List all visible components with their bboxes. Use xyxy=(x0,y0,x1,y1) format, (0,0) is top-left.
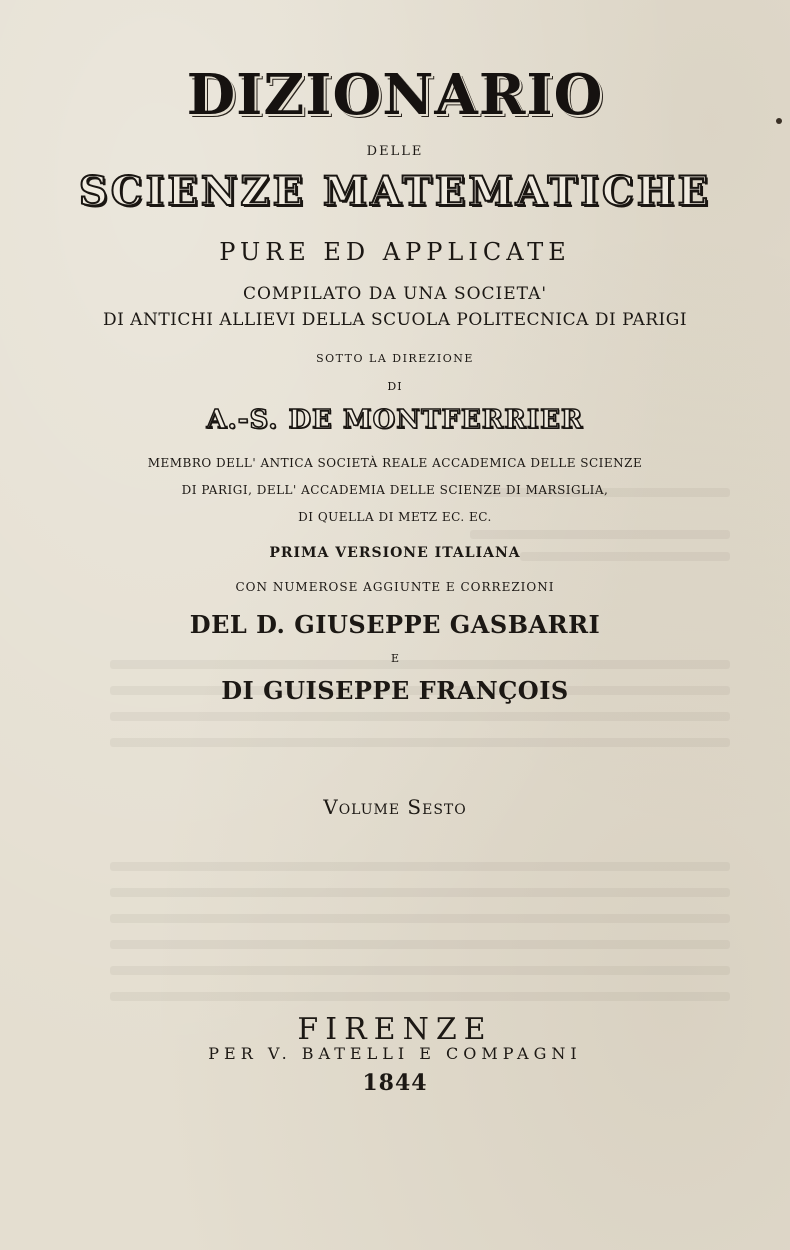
author-affiliation-line-1: MEMBRO DELL' ANTICA SOCIETÀ REALE ACCADEMICA DELLE SCIENZE xyxy=(147,456,643,470)
direction-label: SOTTO LA DIREZIONE xyxy=(316,352,474,365)
editor-name-1: DEL D. GIUSEPPE GASBARRI xyxy=(189,610,601,639)
compiled-by-line-1: COMPILATO DA UNA SOCIETA' xyxy=(242,284,548,304)
direction-connector: DI xyxy=(387,380,403,393)
editor-conjunction: E xyxy=(390,652,400,665)
imprint-city: FIRENZE xyxy=(297,1012,493,1047)
author-affiliation-line-3: DI QUELLA DI METZ EC. EC. xyxy=(298,510,492,524)
edition-label: PRIMA VERSIONE ITALIANA xyxy=(269,545,521,561)
book-subject: SCIENZE MATEMATICHE xyxy=(78,168,712,215)
author-name: A.-S. DE MONTFERRIER xyxy=(206,405,584,435)
imprint-year: 1844 xyxy=(362,1070,428,1096)
additions-note: CON NUMEROSE AGGIUNTE E CORREZIONI xyxy=(235,580,555,594)
author-affiliation-line-2: DI PARIGI, DELL' ACCADEMIA DELLE SCIENZE DI MARSIGLIA, xyxy=(181,483,609,497)
title-connector: DELLE xyxy=(366,144,424,159)
imprint-publisher: PER V. BATELLI E COMPAGNI xyxy=(208,1044,582,1063)
editor-name-2: DI GUISEPPE FRANÇOIS xyxy=(221,676,569,705)
book-title: DIZIONARIO xyxy=(186,62,604,128)
page-spot xyxy=(776,118,782,124)
book-subtitle: PURE ED APPLICATE xyxy=(219,238,571,266)
volume-label: Volume Sesto xyxy=(323,795,467,819)
compiled-by-line-2: DI ANTICHI ALLIEVI DELLA SCUOLA POLITECNICA DI PARIGI xyxy=(102,310,688,330)
